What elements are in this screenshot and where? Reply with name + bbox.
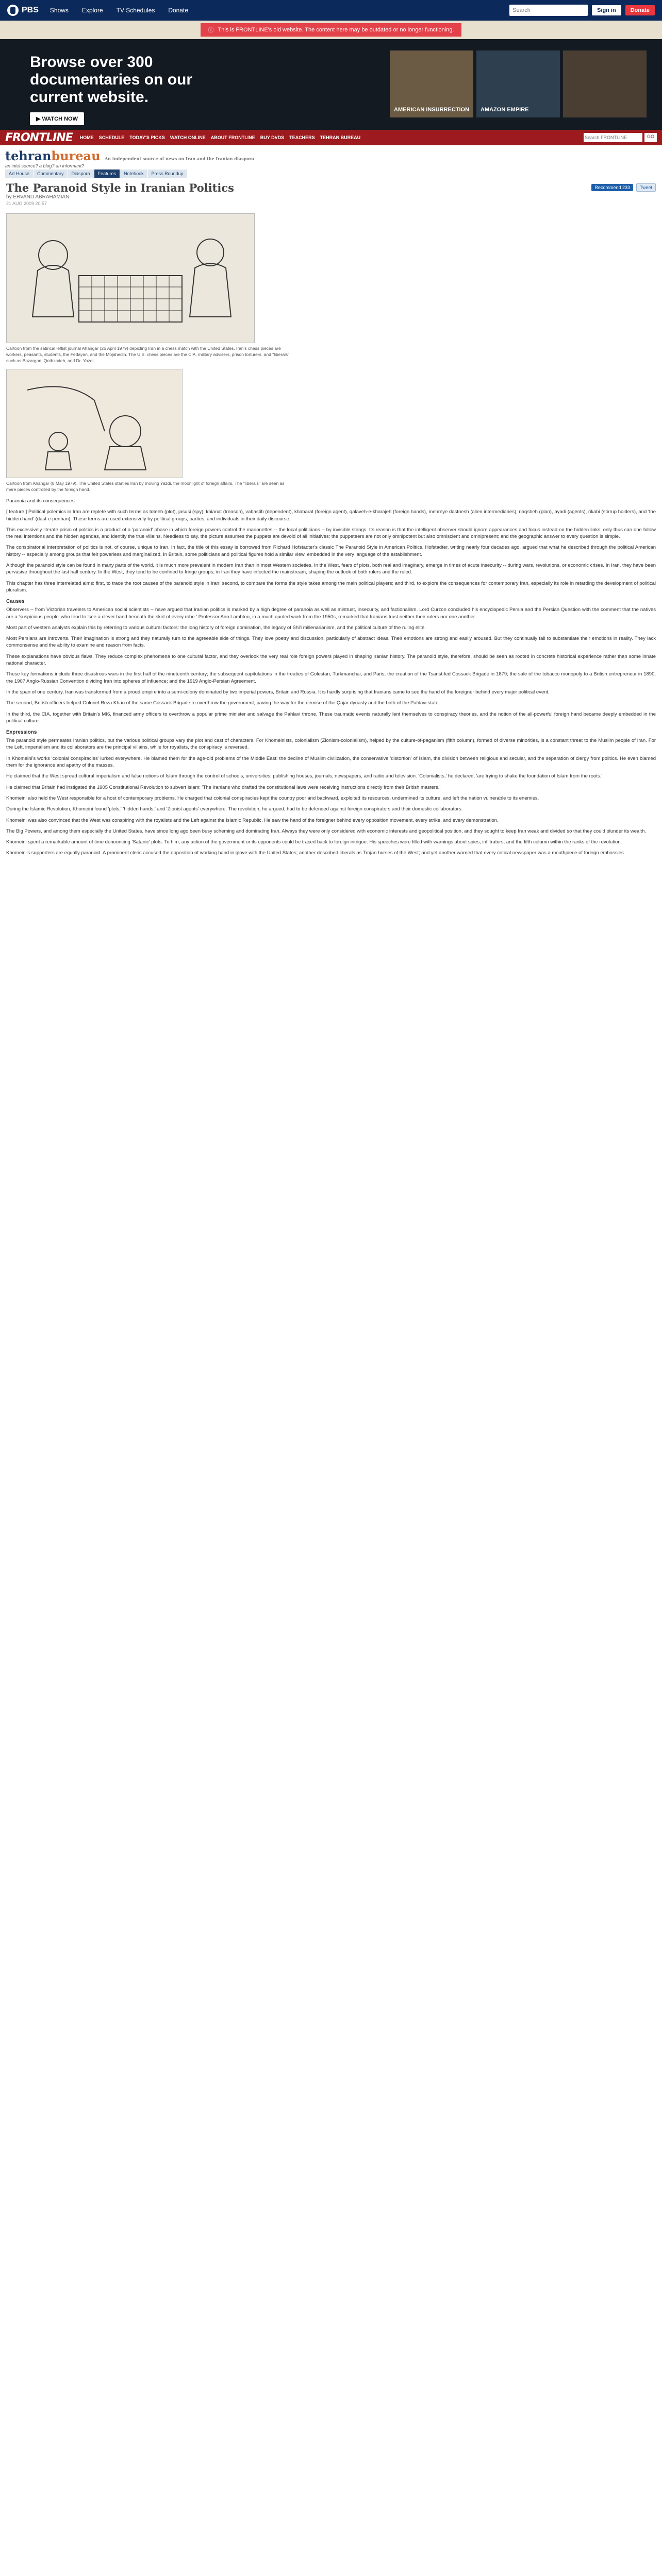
hero-tile-label: AMAZON EMPIRE — [481, 107, 529, 113]
article-paragraph: He claimed that the West spread cultural imperialism and false notions of Islam through the control of schools, universities, publishing houses, journals, newspapers, and radio and television. 'Colonialists,' he declared, 'are trying to shake the foundation of Islam from the roots.' — [6, 773, 603, 779]
pbs-nav-explore[interactable]: Explore — [81, 7, 103, 14]
bureau-tab-notebook[interactable]: Notebook — [120, 170, 148, 178]
pbs-logo[interactable] — [7, 5, 39, 16]
share-tools — [591, 183, 656, 192]
bureau-logo-second: bureau — [51, 148, 101, 163]
hero-text — [30, 54, 246, 125]
article-byline: by ERVAND ABRAHAMIAN — [6, 194, 70, 200]
pbs-logo-text: PBS — [22, 6, 39, 14]
bureau-tab-diaspora[interactable]: Diaspora — [68, 170, 94, 178]
nav-todays-picks[interactable]: TODAY'S PICKS — [129, 135, 165, 140]
watch-now-button[interactable]: ▶ WATCH NOW — [30, 112, 84, 125]
frontline-search-input[interactable] — [584, 133, 642, 142]
pbs-nav-tv-schedules[interactable]: TV Schedules — [116, 7, 155, 14]
frontline-logo[interactable]: FRONTLINE — [5, 131, 73, 144]
article-title: The Paranoid Style in Iranian Politics — [6, 181, 234, 194]
pbs-actions — [509, 5, 655, 16]
frontline-nav — [80, 135, 360, 140]
bureau-tab-features[interactable]: Features — [94, 170, 121, 178]
donate-button[interactable]: Donate — [625, 5, 655, 15]
article-paragraph: During the Islamic Revolution, Khomeini found 'plots,' 'hidden hands,' and 'Zionist agents' everywhere. The revolution, he argued, had to be defended against foreign conspirators and their domestic collaborators. — [6, 806, 463, 812]
hero-tile[interactable] — [476, 50, 560, 117]
article-paragraph: In Khomeini's works 'colonial conspiracies' lurked everywhere. He blamed them for the age-old problems of the Middle East: the decline of Muslim civilization, the conservative 'distortion' of Islam, the division between religious and secular, and the separation of clergy from politics. He even blamed them for the ignorance and apathy of the masses. — [6, 755, 656, 769]
pbs-search-input[interactable] — [509, 5, 588, 16]
cartoon-image — [6, 369, 183, 478]
article-paragraph: Most part of western analysts explain this by referring to various cultural factors: the long history of foreign domination, the legacy of Shi'i millenarianism, and the political culture of the ruling elite. — [6, 624, 426, 631]
intro-line: Paranoia and its consequences — [6, 498, 75, 504]
article — [0, 178, 662, 864]
bureau-tab-press-roundup[interactable]: Press Roundup — [148, 170, 188, 178]
nav-about[interactable]: ABOUT FRONTLINE — [210, 135, 255, 140]
chess-cartoon-illustration — [7, 214, 254, 343]
article-paragraph: These explanations have obvious flaws. They reduce complex phenomena to one cultural factor, and they overlook the very real role foreign powers played in shaping Iranian history. The paranoid style, therefore, should be seen as rooted in concrete historical experience rather than some innate national character. — [6, 653, 656, 667]
hero-tile-label: AMERICAN INSURRECTION — [394, 107, 470, 113]
bureau-logo[interactable] — [5, 148, 657, 163]
old-site-notice — [0, 21, 662, 39]
info-icon: ⓘ — [208, 27, 214, 33]
nav-schedule[interactable]: SCHEDULE — [98, 135, 125, 140]
nav-watch-online[interactable]: WATCH ONLINE — [170, 135, 206, 140]
watch-now-label: WATCH NOW — [42, 116, 78, 122]
sign-in-button[interactable]: Sign in — [592, 5, 621, 15]
hero-tile[interactable] — [390, 50, 473, 117]
hero-title: Browse over 300 documentaries on our current website. — [30, 54, 193, 106]
hero-tile[interactable] — [563, 50, 647, 117]
pbs-top-bar — [0, 0, 662, 21]
article-paragraph: Khomeini also held the West responsible for a host of contemporary problems. He charged that colonial conspiracies kept the country poor and backward, exploited its resources, undermined its culture, and left the nation vulnerable to its enemies. — [6, 795, 539, 801]
bureau-tab-commentary[interactable]: Commentary — [34, 170, 68, 178]
frontline-search — [584, 133, 657, 142]
article-paragraph: This chapter has three interrelated aims: first, to trace the root causes of the paranoid style in Iran; second, to compare the forms the style takes among the main political players; and third, to explore the consequences for contemporary Iran, especially its role in retarding the development of political pluralism. — [6, 580, 656, 593]
bureau-logo-first: tehran — [5, 148, 52, 163]
article-paragraph: He claimed that Britain had instigated the 1905 Constitutional Revolution to subvert Islam: 'The Iranians who drafted the constitutional laws were receiving instructions directly from their British masters.' — [6, 784, 441, 790]
pbs-logo-icon — [7, 5, 19, 16]
article-paragraph: The paranoid style permeates Iranian politics, but the various political groups vary the plot and cast of characters. For Khomeinists, colonialism (Zionism-colonialism), helped by the culture-of-paganism (fifth column), formed of diverse minorities, is a constant threat to the Muslim people of Iran. For the Left, imperialism and its collaborators are the principal villains, while for royalists, the conspiracy is reversed. — [6, 738, 656, 751]
section-heading: Expressions — [6, 730, 37, 736]
hero-tiles — [390, 50, 647, 117]
article-paragraph: In the span of one century, Iran was transformed from a proud empire into a semi-colony dominated by two imperial powers, Britain and Russia. It is hardly surprising that Iranians came to see the hand of the foreigner behind every major political event. — [6, 689, 550, 695]
bureau-tab-art-house[interactable]: Art House — [5, 170, 34, 178]
article-paragraph: The second, British officers helped Colonel Reza Khan of the same Cossack Brigade to overthrow the government, paving the way for the demise of the Qajar dynasty and the birth of the Pahlavi state. — [6, 700, 440, 706]
nav-home[interactable]: HOME — [79, 135, 94, 140]
article-paragraph: Khomeini's supporters are equally paranoid. A prominent cleric accused the opposition of working hand in glove with the United States; another described liberals as Trojan horses of the West; and yet another warned that every critical newspaper was a mouthpiece of foreign embassies. — [6, 850, 625, 856]
bureau-subtitle: An independent source of news on Iran and the Iranian diaspora — [104, 156, 254, 161]
article-paragraph: [ feature ] Political polemics in Iran are replete with such terms as toteeh (plot), jasusi (spy), khianat (treason), vabastih (dependent), khabarat (foreign agent), qalaveh-e-kharajeh (foreign hands), mehreye dastnesh (alien intermediaries), naqsheh (plan), ayadi (agents), rikabi (stirrup holders), and 'the hidden hand' (dast-e-penhan). These terms are used extensively by political groups, parties, and individuals in their daily discourse. — [6, 509, 656, 522]
article-paragraph: The conspiratorial interpretation of politics is not, of course, unique to Iran. In fact, the title of this essay is borrowed from Richard Hofstadter's classic The Paranoid Style in American Politics. Hofstadter, writing nearly four decades ago, argued that what he described through the political American history -- especially among groups that felt powerless and marginalized. In Britain, some politicians and political figures hold a similar view, embedded in the very language of the establishment. — [6, 545, 656, 557]
nav-buy-dvds[interactable]: BUY DVDS — [260, 135, 285, 140]
article-paragraph: These key formations include three disastrous wars in the first half of the nineteenth century; the subsequent capitulations in the treaties of Golestan, Turkmanchai, and Paris; the creation of the Tsarist-led Cossack Brigade in 1879; the sale of the tobacco monopoly to a British entrepreneur in 1890; the 1907 Anglo-Russian Convention dividing Iran into spheres of influence; and the 1919 Anglo-Persian Agreement. — [6, 671, 656, 684]
cartoon-image — [6, 213, 255, 343]
article-paragraph: Khomeini spent a remarkable amount of time denouncing 'Satanic' plots. To him, any action of the government or its opponents could be traced back to foreign intrigue. His speeches were filled with warnings about spies, infiltrators, and the fifth column within the ranks of the revolution. — [6, 839, 622, 845]
page — [0, 0, 662, 864]
frontline-search-button[interactable]: GO — [644, 133, 657, 142]
recommend-button[interactable]: Recommend 233 — [591, 184, 633, 191]
notice-banner — [201, 23, 461, 37]
article-paragraph: Observers -- from Victorian travelers to American social scientists -- have argued that Iranian politics is marked by a high degree of paranoia as well as mistrust, insecurity, and factionalism. Lord Curzon concluded his encyclopedic Persia and the Persian Question with the comment that the natives are a 'suspicious people' who tend to 'see a clever hand beneath the skirt of every robe.' Professor Ann Lambton, in a much quoted work from the 1950s, remarked that Iranians trust neither their rulers nor one another. — [6, 607, 656, 620]
hand-cartoon-illustration — [7, 369, 182, 478]
article-paragraph: Most Persians are introverts. Their imagination is strong and they naturally turn to the agreeable side of things. They love poetry and discussion, particularly of abstract ideas. Their emotions are strong and easily aroused. But they continually fail to substantiate their emotions in reality. They lack commonsense and the ability to examine and reason from facts. — [6, 636, 656, 649]
nav-teachers[interactable]: TEACHERS — [289, 135, 315, 140]
article-paragraph: This excessively literate prism of politics is a product of a 'paranoid' phase in which foreign powers control the marionettes -- the local politicians -- by invisible strings. Its reason is that the intelligent observer should ignore appearances and focus instead on the hidden links; only thus can one follow the real intentions and the hidden agendas, and identify the true villains. Needless to say, the picture assumes the puppets are devoid of all initiatives; the puppeteers are not only omnipotent but also omniscient and omnipresent; and the geographic answer to every question is simple. — [6, 527, 656, 540]
article-paragraph: In the third, the CIA, together with Britain's MI6, financed army officers to overthrow a popular prime minister and salvage the Pahlavi throne. These traumatic events naturally lent themselves to conspiracy theories, and the notion of the all-powerful foreign hand became deeply embedded in the political culture. — [6, 711, 656, 724]
article-paragraph: Although the paranoid style can be found in many parts of the world, it is much more prevalent in modern Iran than in most Western societies. In the West, fears of plots, both real and imaginary, emerge in times of acute insecurity -- during wars, revolutions, or economic crises. In Iran, they have been pervasive throughout the last half century. In the West, they tend to be confined to fringe groups; in Iran they have infected the mainstream, shaping the outlook of both rulers and the ruled. — [6, 563, 656, 575]
article-paragraph: Khomeini was also convinced that the West was conspiring with the royalists and the Left against the Islamic Republic. He saw the hand of the foreigner behind every opposition movement, every strike, and every demonstration. — [6, 817, 499, 823]
tweet-button[interactable]: Tweet — [636, 183, 656, 192]
article-paragraph: The Big Powers, and among them especially the United States, have since long ago been busy scheming and dominating Iran. Always they were only considered with economic interests and geopolitical position, and they sought to keep Iran weak and divided so that they could plunder its wealth. — [6, 828, 647, 834]
pbs-nav — [50, 7, 188, 14]
nav-tehran-bureau[interactable]: TEHRAN BUREAU — [320, 135, 361, 140]
bureau-nav — [5, 170, 657, 178]
bureau-tagline: an intel source? a blog? an informant? — [5, 163, 85, 168]
promo-hero — [0, 39, 662, 130]
cartoon-caption: Cartoon from Ahangar (8 May 1979). The United States startles Iran by moving Yazdi, the moonlight of foreign affairs. The "liberals" are seen as mere pieces controlled by the foreign hand. — [6, 481, 285, 492]
pbs-nav-shows[interactable]: Shows — [49, 7, 69, 14]
pbs-nav-donate[interactable]: Donate — [168, 7, 189, 14]
bureau-header — [0, 145, 662, 178]
frontline-nav-bar — [0, 130, 662, 145]
notice-text: This is FRONTLINE's old website. The content here may be outdated or no longer functioning. — [218, 27, 454, 33]
article-date: 21 AUG 2009 20:57 — [6, 201, 47, 206]
section-heading: Causes — [6, 599, 25, 605]
cartoon-caption: Cartoon from the satirical leftist journal Ahangar (26 April 1979) depicting Iran in a chess match with the United States. Iran's chess pieces are workers, peasants, students, the Fedayan, and the Mojahedin. The U.S. chess pieces are the CIA, military advisers, prison torturers, and "liberals" such as Bazargan, Qotbzadeh, and Dr. Yazdi. — [6, 346, 290, 363]
